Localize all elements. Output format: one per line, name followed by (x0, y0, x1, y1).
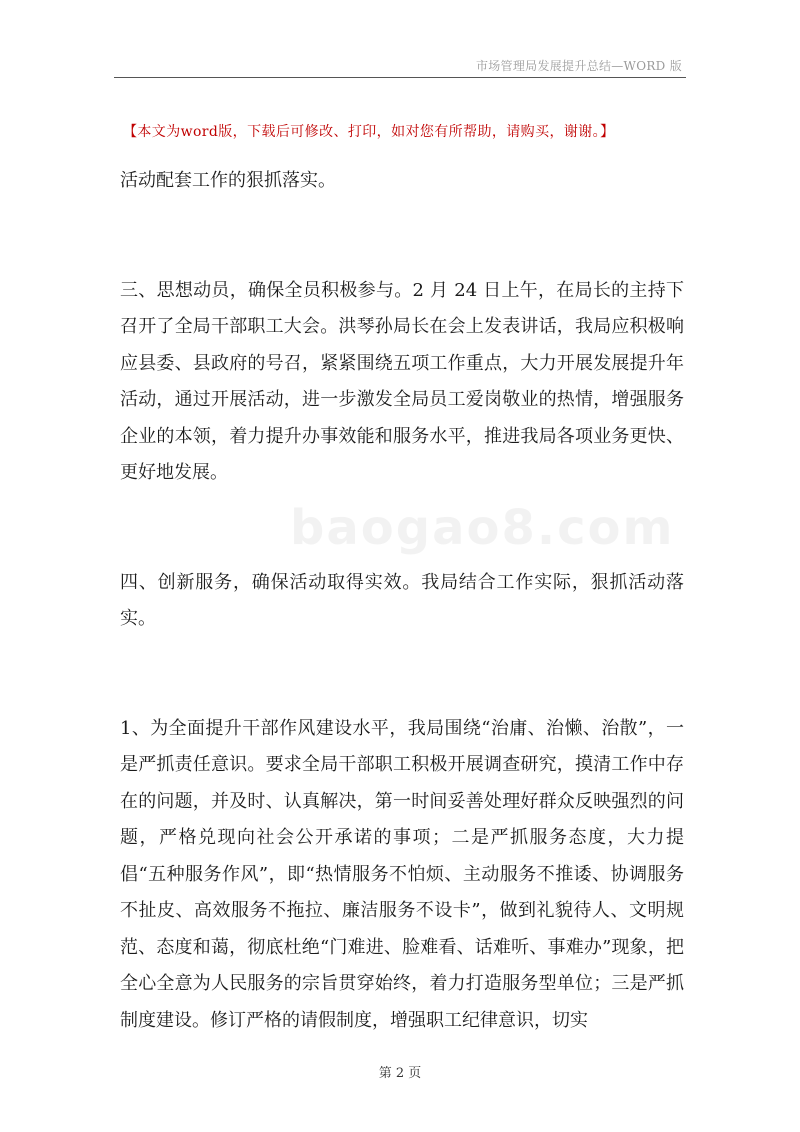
paragraph: 1、为全面提升干部作风建设水平，我局围绕“治庸、治懒、治散”，一是严抓责任意识。要求全局干部职工积极开展调查研究，摸清工作中存在的问题，并及时、认真解决，第一时间妥善处理好群众反映强烈的问题，严格兑现向社会公开承诺的事项；二是严抓服务态度，大力提倡“五种服务作风”，即“热情服务不怕烦、主动服务不推诿、协调服务不扯皮、高效服务不拖拉、廉洁服务不设卡”，做到礼貌待人、文明规范、态度和蔼，彻底杜绝“门难进、脸难看、话难听、事难办”现象，把全心全意为人民服务的宗旨贯穿始终，着力打造服务型单位；三是严抓制度建设。修订严格的请假制度，增强职工纪律意识，切实 (120, 717, 684, 1031)
header-title: 市场管理局发展提升总结—WORD 版 (475, 59, 682, 73)
paragraph-spacer (120, 200, 684, 237)
paragraph: 四、创新服务，确保活动取得实效。我局结合工作实际，狠抓活动落实。 (120, 571, 684, 629)
purchase-notice: 【本文为word版，下载后可修改、打印，如对您有所帮助，请购买，谢谢。】 (123, 124, 615, 140)
header-rule (114, 77, 686, 78)
watermark: baogao8.com (290, 500, 675, 556)
paragraph-spacer (120, 492, 684, 529)
paragraph-spacer (120, 236, 684, 273)
document-body (120, 163, 684, 1039)
paragraph-spacer (120, 674, 684, 711)
paragraph: 活动配套工作的狠抓落实。 (120, 170, 336, 191)
page-number: 第 2 页 (378, 1066, 422, 1081)
paragraph-spacer (120, 528, 684, 565)
paragraph-spacer (120, 638, 684, 675)
paragraph: 三、思想动员，确保全员积极参与。2 月 24 日上午，在局长的主持下召开了全局干部职工大会。洪琴孙局长在会上发表讲话，我局应积极响应县委、县政府的号召，紧紧围绕五项工作重点，大力开展发展提升年活动，通过开展活动，进一步激发全局员工爱岗敬业的热情，增强服务企业的本领，着力提升办事效能和服务水平，推进我局各项业务更快、更好地发展。 (120, 279, 684, 483)
